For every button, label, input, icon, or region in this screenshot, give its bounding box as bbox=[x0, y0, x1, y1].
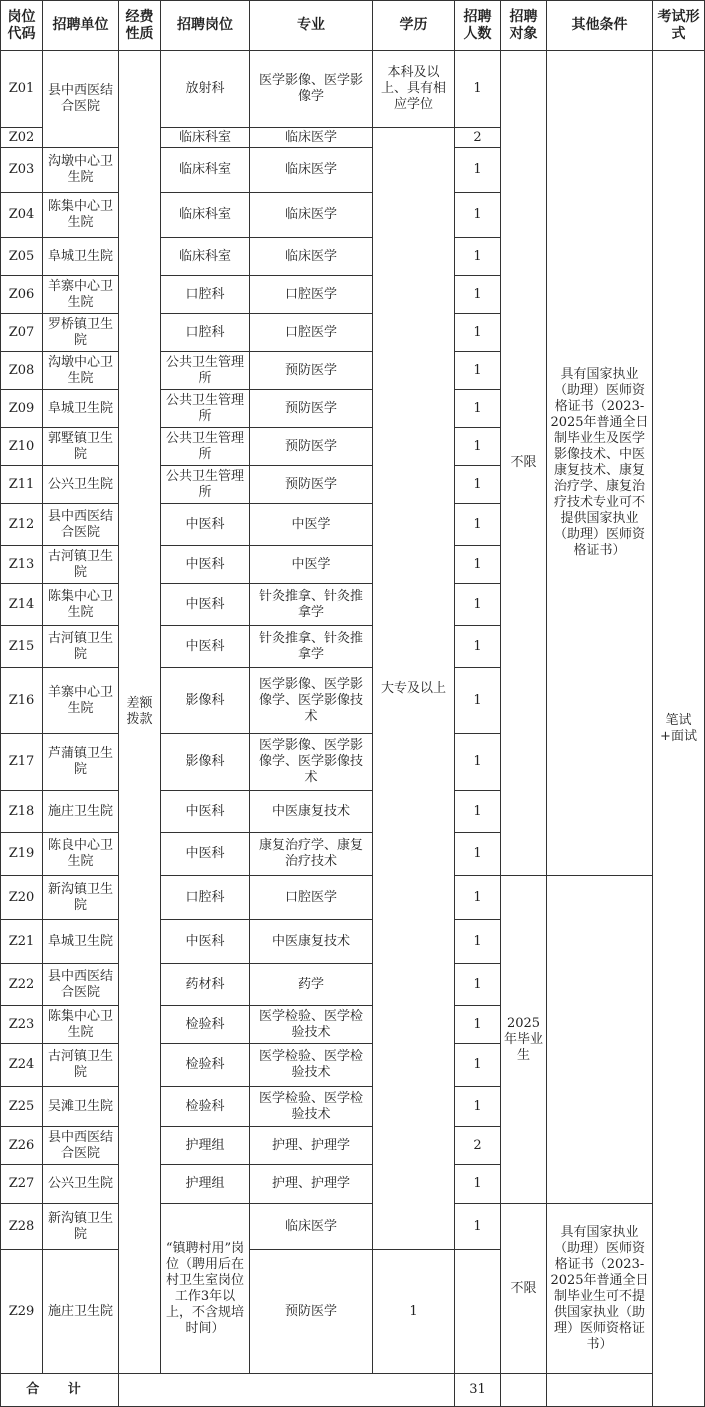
post-code: Z22 bbox=[1, 964, 43, 1006]
count-cell: 1 bbox=[455, 352, 501, 390]
post-cell: 影像科 bbox=[161, 734, 250, 791]
post-code: Z16 bbox=[1, 668, 43, 734]
post-cell: 检验科 bbox=[161, 1006, 250, 1044]
count-cell: 1 bbox=[455, 833, 501, 876]
count-cell: 1 bbox=[373, 1250, 455, 1374]
major-cell: 药学 bbox=[250, 964, 373, 1006]
major-cell: 针灸推拿、针灸推拿学 bbox=[250, 584, 373, 626]
conditions-b: 具有国家执业（助理）医师资格证书（2023-2025年普通全日制毕业生可不提供国家执业（助理）医师资格证书） bbox=[547, 1204, 653, 1374]
post-cell: 中医科 bbox=[161, 920, 250, 964]
major-cell: 护理、护理学 bbox=[250, 1165, 373, 1204]
post-code: Z12 bbox=[1, 504, 43, 546]
post-cell: 口腔科 bbox=[161, 314, 250, 352]
count-cell: 1 bbox=[455, 428, 501, 466]
unit-cell: 罗桥镇卫生院 bbox=[43, 314, 119, 352]
count-cell: 1 bbox=[455, 1204, 501, 1250]
major-cell: 中医学 bbox=[250, 504, 373, 546]
count-cell: 2 bbox=[455, 1127, 501, 1165]
header-code: 岗位代码 bbox=[1, 1, 43, 51]
major-cell: 口腔医学 bbox=[250, 876, 373, 920]
exam-cell: 笔试+面试 bbox=[653, 51, 705, 1407]
post-code: Z10 bbox=[1, 428, 43, 466]
unit-cell: 县中西医结合医院 bbox=[43, 504, 119, 546]
count-cell: 1 bbox=[455, 546, 501, 584]
count-cell: 1 bbox=[455, 1006, 501, 1044]
post-code: Z01 bbox=[1, 51, 43, 128]
unit-cell: 县中西医结合医院 bbox=[43, 964, 119, 1006]
header-exam: 考试形式 bbox=[653, 1, 705, 51]
post-code: Z08 bbox=[1, 352, 43, 390]
count-cell: 1 bbox=[455, 1165, 501, 1204]
post-code: Z18 bbox=[1, 791, 43, 833]
header-target: 招聘对象 bbox=[501, 1, 547, 51]
unit-cell: 施庄卫生院 bbox=[43, 1250, 119, 1374]
total-conditions-blank bbox=[547, 1374, 653, 1407]
total-blank bbox=[119, 1374, 455, 1407]
unit-cell: 县中西医结合医院 bbox=[43, 1127, 119, 1165]
post-code: Z19 bbox=[1, 833, 43, 876]
post-cell: 临床科室 bbox=[161, 148, 250, 193]
post-cell: 公共卫生管理所 bbox=[161, 352, 250, 390]
count-cell: 1 bbox=[455, 964, 501, 1006]
major-cell: 口腔医学 bbox=[250, 314, 373, 352]
post-code: Z29 bbox=[1, 1250, 43, 1374]
count-cell: 1 bbox=[455, 238, 501, 276]
post-code: Z09 bbox=[1, 390, 43, 428]
unit-cell: 羊寨中心卫生院 bbox=[43, 668, 119, 734]
post-code: Z11 bbox=[1, 466, 43, 504]
total-label: 合 计 bbox=[1, 1374, 119, 1407]
conditions-a: 具有国家执业（助理）医师资格证书（2023-2025年普通全日制毕业生及医学影像技术、中医康复技术、康复治疗学、康复治疗技术专业可不提供国家执业（助理）医师资格证书） bbox=[547, 51, 653, 876]
count-cell: 1 bbox=[455, 734, 501, 791]
unit-cell: 陈良中心卫生院 bbox=[43, 833, 119, 876]
major-cell: 临床医学 bbox=[250, 128, 373, 148]
unit-cell: 古河镇卫生院 bbox=[43, 1044, 119, 1087]
post-code: Z26 bbox=[1, 1127, 43, 1165]
funding-cell: 差额拨款 bbox=[119, 51, 161, 1374]
post-code: Z25 bbox=[1, 1087, 43, 1127]
count-cell: 1 bbox=[455, 920, 501, 964]
major-cell: 医学影像、医学影像学、医学影像技术 bbox=[250, 734, 373, 791]
unit-cell: 郭墅镇卫生院 bbox=[43, 428, 119, 466]
major-cell: 中医康复技术 bbox=[250, 920, 373, 964]
unit-cell: 新沟镇卫生院 bbox=[43, 876, 119, 920]
unit-cell: 阜城卫生院 bbox=[43, 390, 119, 428]
major-cell: 预防医学 bbox=[250, 428, 373, 466]
post-cell: 中医科 bbox=[161, 791, 250, 833]
post-cell: 放射科 bbox=[161, 51, 250, 128]
major-cell: 中医学 bbox=[250, 546, 373, 584]
post-cell: 临床科室 bbox=[161, 128, 250, 148]
unit-cell: 古河镇卫生院 bbox=[43, 546, 119, 584]
village-post-cell: “镇聘村用”岗位（聘用后在村卫生室岗位工作3年以上，不含规培时间） bbox=[161, 1204, 250, 1374]
post-cell: 影像科 bbox=[161, 668, 250, 734]
count-cell: 1 bbox=[455, 466, 501, 504]
unit-cell: 吴滩卫生院 bbox=[43, 1087, 119, 1127]
post-cell: 护理组 bbox=[161, 1165, 250, 1204]
post-cell: 护理组 bbox=[161, 1127, 250, 1165]
unit-cell: 芦蒲镇卫生院 bbox=[43, 734, 119, 791]
count-cell: 1 bbox=[455, 668, 501, 734]
post-code: Z23 bbox=[1, 1006, 43, 1044]
major-cell: 临床医学 bbox=[250, 1204, 373, 1250]
count-cell: 1 bbox=[455, 876, 501, 920]
table-row bbox=[1, 51, 705, 128]
major-cell: 预防医学 bbox=[250, 390, 373, 428]
major-cell: 预防医学 bbox=[250, 1250, 373, 1374]
header-funding: 经费性质 bbox=[119, 1, 161, 51]
count-cell: 1 bbox=[455, 626, 501, 668]
header-education: 学历 bbox=[373, 1, 455, 51]
unit-cell: 羊寨中心卫生院 bbox=[43, 276, 119, 314]
major-cell: 医学检验、医学检验技术 bbox=[250, 1087, 373, 1127]
count-cell: 1 bbox=[455, 148, 501, 193]
unit-cell: 施庄卫生院 bbox=[43, 791, 119, 833]
major-cell: 医学影像、医学影像学、医学影像技术 bbox=[250, 668, 373, 734]
header-major: 专业 bbox=[250, 1, 373, 51]
major-cell: 康复治疗学、康复治疗技术 bbox=[250, 833, 373, 876]
education-bachelor: 本科及以上、具有相应学位 bbox=[373, 51, 455, 128]
count-cell: 1 bbox=[455, 584, 501, 626]
post-cell: 公共卫生管理所 bbox=[161, 390, 250, 428]
table-row bbox=[1, 1204, 705, 1250]
major-cell: 临床医学 bbox=[250, 238, 373, 276]
post-code: Z04 bbox=[1, 193, 43, 238]
post-code: Z15 bbox=[1, 626, 43, 668]
total-count: 31 bbox=[455, 1374, 501, 1407]
unit-cell: 公兴卫生院 bbox=[43, 1165, 119, 1204]
post-code: Z14 bbox=[1, 584, 43, 626]
count-cell: 1 bbox=[455, 1044, 501, 1087]
post-cell: 公共卫生管理所 bbox=[161, 466, 250, 504]
post-code: Z03 bbox=[1, 148, 43, 193]
unit-cell: 新沟镇卫生院 bbox=[43, 1204, 119, 1250]
unit-cell: 阜城卫生院 bbox=[43, 920, 119, 964]
post-cell: 药材科 bbox=[161, 964, 250, 1006]
major-cell: 预防医学 bbox=[250, 466, 373, 504]
header-post: 招聘岗位 bbox=[161, 1, 250, 51]
count-cell: 1 bbox=[455, 791, 501, 833]
major-cell: 医学检验、医学检验技术 bbox=[250, 1044, 373, 1087]
major-cell: 医学影像、医学影像学 bbox=[250, 51, 373, 128]
count-cell: 1 bbox=[455, 1087, 501, 1127]
post-cell: 口腔科 bbox=[161, 276, 250, 314]
header-unit: 招聘单位 bbox=[43, 1, 119, 51]
total-row bbox=[1, 1374, 705, 1407]
unit-cell: 陈集中心卫生院 bbox=[43, 1006, 119, 1044]
count-cell: 2 bbox=[455, 128, 501, 148]
post-cell: 中医科 bbox=[161, 833, 250, 876]
major-cell: 医学检验、医学检验技术 bbox=[250, 1006, 373, 1044]
post-code: Z17 bbox=[1, 734, 43, 791]
unit-cell: 县中西医结合医院 bbox=[43, 51, 119, 148]
header-conditions: 其他条件 bbox=[547, 1, 653, 51]
post-cell: 临床科室 bbox=[161, 238, 250, 276]
major-cell: 针灸推拿、针灸推拿学 bbox=[250, 626, 373, 668]
major-cell: 口腔医学 bbox=[250, 276, 373, 314]
table-row bbox=[1, 876, 705, 920]
post-code: Z07 bbox=[1, 314, 43, 352]
post-code: Z06 bbox=[1, 276, 43, 314]
post-cell: 中医科 bbox=[161, 546, 250, 584]
header-count: 招聘人数 bbox=[455, 1, 501, 51]
target-any: 不限 bbox=[501, 51, 547, 876]
post-code: Z02 bbox=[1, 128, 43, 148]
conditions-empty bbox=[547, 876, 653, 1204]
major-cell: 预防医学 bbox=[250, 352, 373, 390]
post-code: Z28 bbox=[1, 1204, 43, 1250]
header-row bbox=[1, 1, 705, 51]
major-cell: 临床医学 bbox=[250, 193, 373, 238]
target-2025: 2025年毕业生 bbox=[501, 876, 547, 1204]
unit-cell: 阜城卫生院 bbox=[43, 238, 119, 276]
post-cell: 中医科 bbox=[161, 504, 250, 546]
post-code: Z13 bbox=[1, 546, 43, 584]
count-cell: 1 bbox=[455, 390, 501, 428]
unit-cell: 沟墩中心卫生院 bbox=[43, 352, 119, 390]
unit-cell: 公兴卫生院 bbox=[43, 466, 119, 504]
post-cell: 中医科 bbox=[161, 584, 250, 626]
count-cell: 1 bbox=[455, 193, 501, 238]
post-code: Z05 bbox=[1, 238, 43, 276]
count-cell: 1 bbox=[455, 276, 501, 314]
major-cell: 中医康复技术 bbox=[250, 791, 373, 833]
count-cell: 1 bbox=[455, 51, 501, 128]
major-cell: 护理、护理学 bbox=[250, 1127, 373, 1165]
major-cell: 临床医学 bbox=[250, 148, 373, 193]
count-cell: 1 bbox=[455, 504, 501, 546]
unit-cell: 陈集中心卫生院 bbox=[43, 193, 119, 238]
count-cell: 1 bbox=[455, 314, 501, 352]
target-any-village: 不限 bbox=[501, 1204, 547, 1374]
post-cell: 中医科 bbox=[161, 626, 250, 668]
post-cell: 检验科 bbox=[161, 1087, 250, 1127]
total-target-blank bbox=[501, 1374, 547, 1407]
post-code: Z24 bbox=[1, 1044, 43, 1087]
post-code: Z27 bbox=[1, 1165, 43, 1204]
post-cell: 临床科室 bbox=[161, 193, 250, 238]
unit-cell: 古河镇卫生院 bbox=[43, 626, 119, 668]
post-code: Z21 bbox=[1, 920, 43, 964]
post-code: Z20 bbox=[1, 876, 43, 920]
education-college: 大专及以上 bbox=[373, 128, 455, 1250]
unit-cell: 陈集中心卫生院 bbox=[43, 584, 119, 626]
post-cell: 检验科 bbox=[161, 1044, 250, 1087]
post-cell: 口腔科 bbox=[161, 876, 250, 920]
unit-cell: 沟墩中心卫生院 bbox=[43, 148, 119, 193]
post-cell: 公共卫生管理所 bbox=[161, 428, 250, 466]
